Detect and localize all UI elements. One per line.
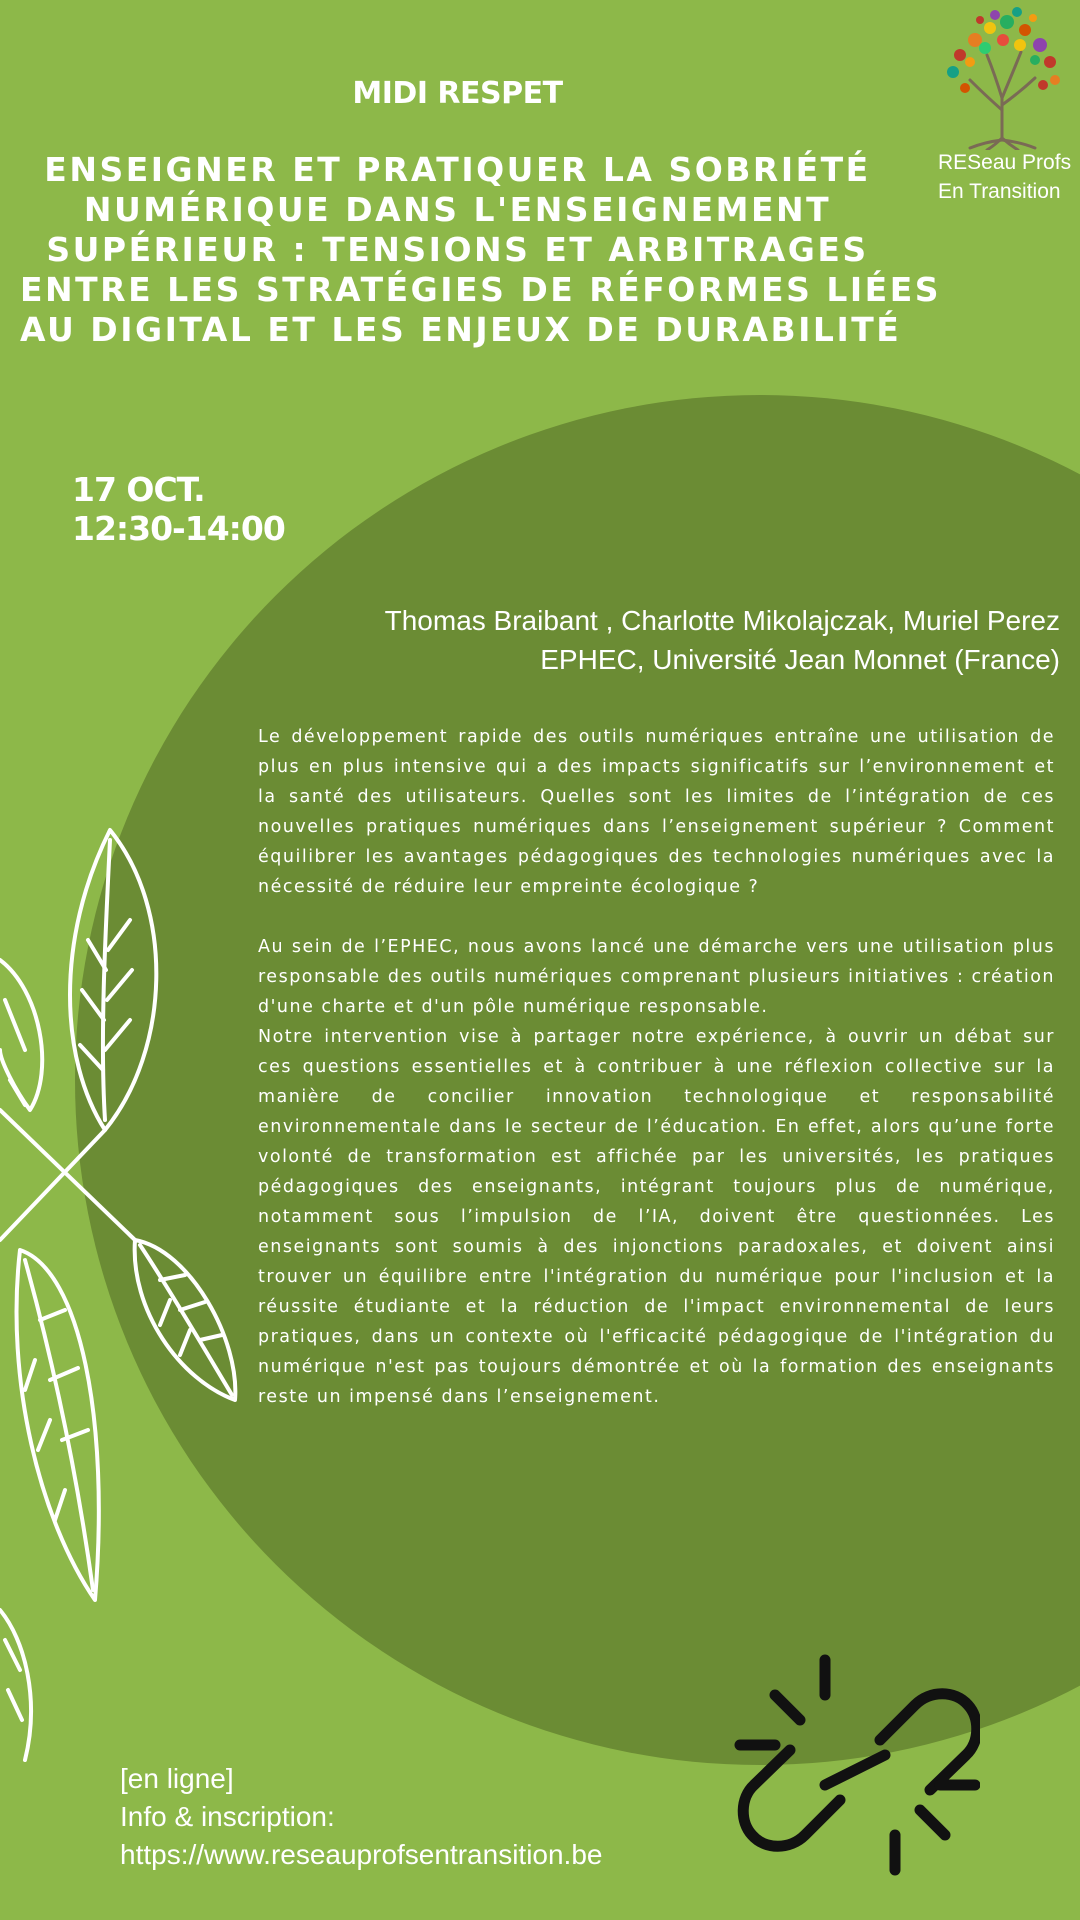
logo-line-2: En Transition (938, 180, 1061, 203)
leaf-branch-icon (0, 820, 250, 1770)
abstract-paragraph: Le développement rapide des outils numériques entraîne une utilisation de plus en plus intensive qui a des impacts significatifs sur l’environnement et la santé des utilisateurs. Quelles sont les limites de l’intégration de ces nouvelles pratiques numériques dans l’enseignement supérieur ? Comment équilibrer les avantages pédagogiques des technologies numériques avec la nécessité de réduire leur empreinte écologique ? (258, 727, 1055, 897)
title-line: ENTRE LES STRATÉGIES DE RÉFORMES LIÉES (20, 270, 941, 309)
info-label: Info & inscription: (120, 1801, 335, 1832)
logo-line-1: RESeau Profs (938, 151, 1072, 174)
event-date: 17 OCT. (72, 470, 205, 509)
broken-link-icon (730, 1650, 980, 1880)
title-line: NUMÉRIQUE DANS L'ENSEIGNEMENT (83, 190, 832, 229)
event-name: MIDI RESPET (352, 76, 563, 111)
title-line: ENSEIGNER ET PRATIQUER LA SOBRIÉTÉ (44, 150, 871, 189)
title-line: AU DIGITAL ET LES ENJEUX DE DURABILITÉ (20, 310, 902, 349)
abstract-paragraph: Au sein de l’EPHEC, nous avons lancé une démarche vers une utilisation plus responsable des outils numériques comprenant plusieurs initiatives : création d'une charte et d'un pôle numérique responsable. (258, 937, 1055, 1017)
speaker-affiliation: EPHEC, Université Jean Monnet (France) (540, 644, 1060, 675)
footer-info (120, 1760, 602, 1874)
logo-text (938, 148, 1078, 206)
speaker-names: Thomas Braibant , Charlotte Mikolajczak, Muriel Perez (384, 605, 1060, 636)
event-time: 12:30-14:00 (72, 509, 285, 548)
abstract-paragraph: Notre intervention vise à partager notre expérience, à ouvrir un débat sur ces questions essentielles et à contribuer à une réflexion collective sur la manière de concilier innovation technologique et responsabilité environnementale dans le secteur de l’éducation. En effet, alors qu’une forte volonté de transformation est affichée par les universités, les pratiques pédagogiques des enseignants, intégrant toujours plus de numérique, notamment sous l’impulsion de l’IA, doivent être questionnées. Les enseignants sont soumis à des injonctions paradoxales, et doivent ainsi trouver un équilibre entre l'intégration du numérique pour l'inclusion et la réussite étudiante et la réduction de l'impact environnemental de leurs pratiques, dans un contexte où l'efficacité pédagogique de l'intégration du numérique n'est pas toujours démontrée et où la formation des enseignants reste un impensé dans l’enseignement. (258, 1027, 1055, 1407)
speakers (385, 601, 1060, 679)
registration-link[interactable]: https://www.reseauprofsentransition.be (120, 1839, 603, 1870)
page-title (20, 150, 941, 350)
event-mode: [en ligne] (120, 1763, 234, 1794)
tree-logo-icon (925, 0, 1080, 150)
abstract (258, 722, 1055, 1412)
title-line: SUPÉRIEUR : TENSIONS ET ARBITRAGES (46, 230, 869, 269)
schedule (72, 470, 285, 548)
